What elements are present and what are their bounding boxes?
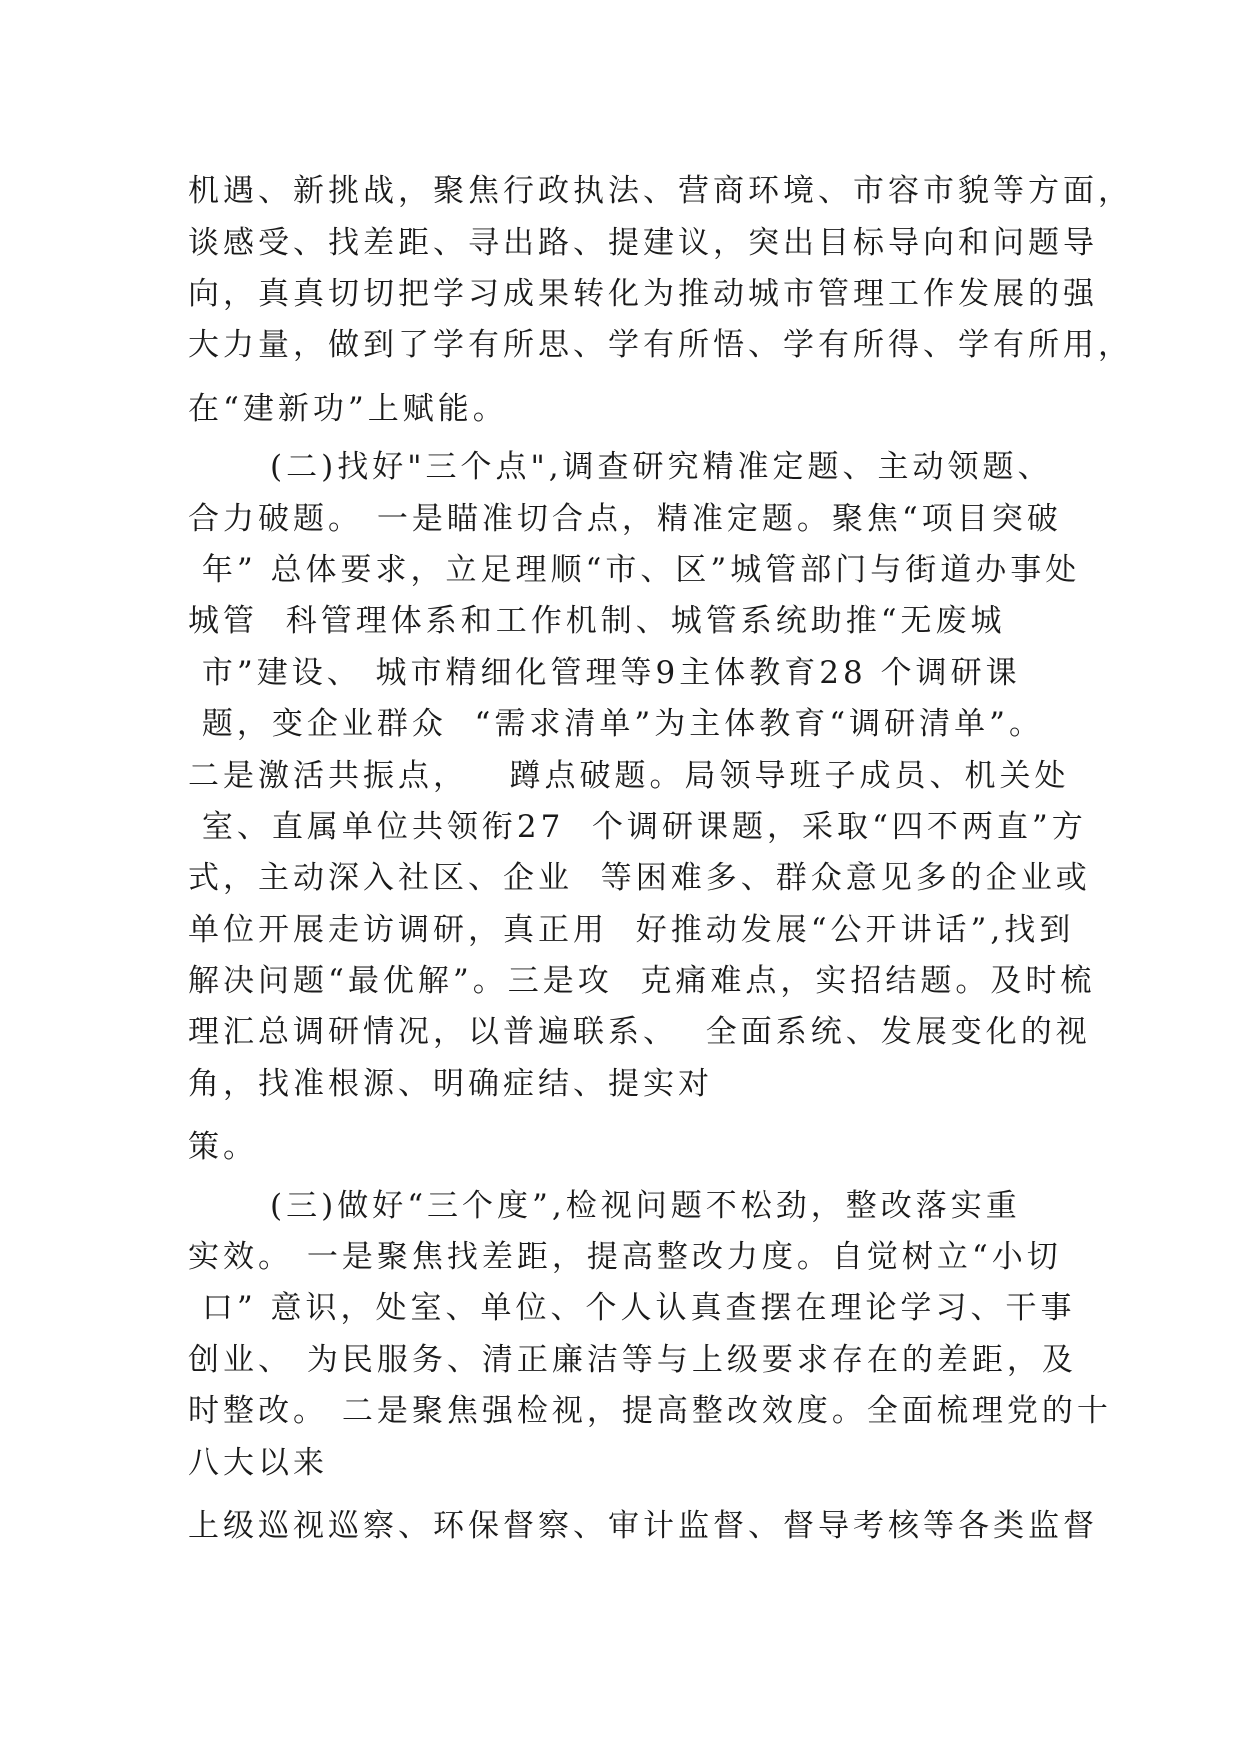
- text-line: 创业、 为民服务、清正廉洁等与上级要求存在的差距，及: [188, 1342, 1077, 1378]
- text-line: 谈感受、找差距、寻出路、提建议，突出目标导向和问题导: [188, 225, 1098, 261]
- text-line: 角，找准根源、明确症结、提实对: [188, 1066, 713, 1102]
- text-line: 合力破题。 一是瞄准切合点，精准定题。聚焦“项目突破: [188, 501, 1062, 537]
- text-line: 大力量，做到了学有所思、学有所悟、学有所得、学有所用，: [188, 327, 1133, 363]
- text-line: 题，变企业群众 “需求清单”为主体教育“调研清单”。: [188, 706, 1044, 742]
- text-line: 策。: [188, 1129, 258, 1165]
- text-line: 二是激活共振点， 蹲点破题。局领导班子成员、机关处: [188, 758, 1070, 794]
- text-line: 向，真真切切把学习成果转化为推动城市管理工作发展的强: [188, 276, 1098, 312]
- paragraph-heading-line: (二)找好"三个点",调查研究精准定题、主动领题、: [270, 449, 1053, 485]
- text-line: 八大以来: [188, 1445, 328, 1481]
- text-line: 单位开展走访调研，真正用 好推动发展“公开讲话”,找到: [188, 912, 1075, 948]
- text-line: 上级巡视巡察、环保督察、审计监督、督导考核等各类监督: [188, 1508, 1098, 1544]
- text-line: 解决问题“最优解”。三是攻 克痛难点，实招结题。及时梳: [188, 963, 1096, 999]
- text-line: 城管 科管理体系和工作机制、城管系统助推“无废城: [188, 603, 1006, 639]
- text-line: 在“建新功”上赋能。: [188, 391, 508, 427]
- text-line: 室、直属单位共领衔27 个调研课题，采取“四不两直”方: [188, 809, 1087, 845]
- text-line: 口” 意识，处室、单位、个人认真查摆在理论学习、干事: [188, 1290, 1076, 1326]
- text-line: 机遇、新挑战，聚焦行政执法、营商环境、市容市貌等方面，: [188, 173, 1133, 209]
- text-line: 市”建设、 城市精细化管理等9主体教育28 个调研课: [188, 655, 1021, 691]
- text-line: 式，主动深入社区、企业 等困难多、群众意见多的企业或: [188, 860, 1091, 896]
- text-line: 理汇总调研情况，以普遍联系、 全面系统、发展变化的视: [188, 1014, 1091, 1050]
- text-line: 年” 总体要求，立足理顺“市、区”城管部门与街道办事处: [188, 552, 1081, 588]
- text-line: 实效。 一是聚焦找差距，提高整改力度。自觉树立“小切: [188, 1239, 1062, 1275]
- paragraph-heading-line: (三)做好“三个度”,检视问题不松劲，整改落实重: [270, 1188, 1021, 1224]
- text-line: 时整改。 二是聚焦强检视，提高整改效度。全面梳理党的十: [188, 1393, 1112, 1429]
